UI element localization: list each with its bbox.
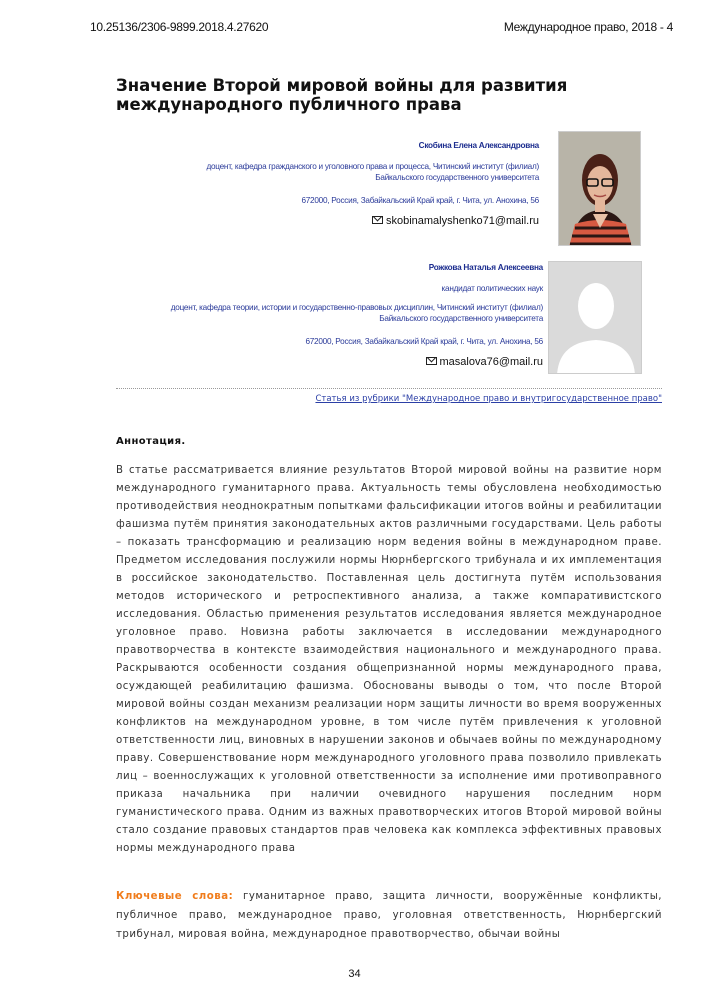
author-name: Скобина Елена Александровна [418, 141, 539, 150]
doi: 10.25136/2306-9899.2018.4.27620 [90, 20, 269, 34]
author-degree: кандидат политических наук [441, 284, 543, 293]
author-email-text[interactable]: skobinamalyshenko71@mail.ru [385, 215, 539, 227]
abstract-heading: Аннотация. [116, 436, 186, 447]
rubric-link[interactable]: Статья из рубрики "Международное право и внутригосударственное право" [315, 394, 662, 404]
author-name: Рожкова Наталья Алексеевна [428, 263, 543, 272]
author-email[interactable] [171, 357, 543, 368]
section-divider [116, 388, 662, 389]
author-affiliation: доцент, кафедра гражданского и уголовного права и процесса, Читинский институт (филиал) [206, 162, 539, 171]
author-affiliation: доцент, кафедра теории, истории и государственно-правовых дисциплин, Читинский институт (филиал) [170, 303, 543, 312]
keywords [116, 887, 662, 944]
abstract-text: В статье рассматривается влияние результатов Второй мировой войны на развитие норм международного гуманитарного права. Актуальность темы обусловлена необходимостью противодействия неоднократным попытками фальсификации итогов войны и реабилитации фашизма путём принятия законодательных актов различными государствами. Цель работы – показать трансформацию и реализацию норм ведения войны в международном праве. Предметом исследования послужили нормы Нюрнбергского трибунала и их имплементация в российское законодательство. Поставленная цель достигнута путём использования методов исторического и ретроспективного анализа, а также компаративистского исследования. Областью применения результатов исследования является международное уголовное право. Новизна работы заключается в исследовании международного правотворчества в контексте взаимодействия национального и международного права. Раскрываются особенности создания общепризнанной нормы международного права, осуждающей реабилитацию фашизма. Обоснованы выводы о том, что после Второй мировой войны создан механизм реализации норм защиты личности во время вооруженных конфликтов на международном уровне, в том числе путём привлечения к уголовной ответственности лиц, виновных в нарушении законов и обычаев войны по международному праву. Совершенствование норм международного уголовного права позволило привлекать лиц – военнослужащих к уголовной ответственности за исполнение ими противоправного приказа начальника при наличии очевидного нарушения последним норм гуманистического права. Одним из важных правотворческих итогов Второй мировой войны стало создание правовых стандартов прав человека как комплекса эффективных правовых нормы международного права [116, 465, 662, 854]
author-affiliation: Байкальского государственного университета [379, 314, 543, 323]
page-number: 34 [348, 968, 361, 980]
author-block-2 [171, 262, 543, 368]
author-address: 672000, Россия, Забайкальский Край край, г. Чита, ул. Анохина, 56 [305, 337, 543, 346]
article-title: Значение Второй мировой войны для развития международного публичного права [116, 76, 568, 114]
author-affiliation: Байкальского государственного университета [375, 173, 539, 182]
envelope-icon [426, 357, 437, 365]
author-email-text[interactable]: masalova76@mail.ru [439, 356, 543, 368]
author-email[interactable] [206, 216, 539, 227]
author-address: 672000, Россия, Забайкальский Край край, г. Чита, ул. Анохина, 56 [301, 196, 539, 205]
author-block-1 [206, 140, 539, 227]
journal-issue: Международное право, 2018 - 4 [503, 20, 673, 34]
keywords-label: Ключевые слова: [116, 891, 234, 902]
keywords-text: гуманитарное право, защита личности, вооружённые конфликты, публичное право, международное право, уголовная ответственность, Нюрнбергский трибунал, мировая война, международное правотворчество, обычаи войны [116, 891, 662, 940]
author-photo [558, 131, 641, 246]
avatar-placeholder-icon [548, 261, 642, 374]
envelope-icon [372, 216, 383, 224]
